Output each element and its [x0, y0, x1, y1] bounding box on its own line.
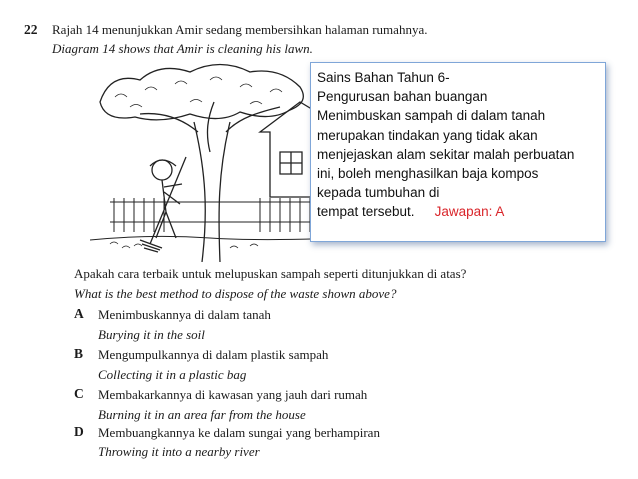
question-text-english: Diagram 14 shows that Amir is cleaning his lawn.: [52, 41, 313, 56]
option-c-malay: Membakarkannya di kawasan yang jauh dari rumah: [98, 387, 368, 402]
option-c-letter: C: [74, 386, 84, 401]
option-d-malay: Membuangkannya ke dalam sungai yang berhampiran: [98, 425, 380, 440]
callout-line: menjejaskan alam sekitar malah perbuatan: [317, 146, 575, 162]
callout-line: Sains Bahan Tahun 6-: [317, 70, 450, 85]
callout-line: ini, boleh menghasilkan baja kompos: [317, 166, 539, 182]
option-a-letter: A: [74, 306, 84, 321]
question-number: 22: [24, 22, 38, 37]
option-d-english: Throwing it into a nearby river: [98, 444, 260, 459]
option-b-english: Collecting it in a plastic bag: [98, 367, 247, 382]
option-a-english: Burying it in the soil: [98, 327, 205, 342]
callout-last-text: tempat tersebut.: [317, 204, 415, 220]
question-text-malay: Rajah 14 menunjukkan Amir sedang membersihkan halaman rumahnya.: [52, 22, 428, 37]
explanation-callout: [310, 62, 606, 242]
option-b-letter: B: [74, 346, 84, 361]
callout-line: merupakan tindakan yang tidak akan: [317, 127, 538, 143]
answer-label: Jawapan: A: [434, 204, 505, 220]
prompt-malay: Apakah cara terbaik untuk melupuskan sampah seperti ditunjukkan di atas?: [74, 266, 467, 281]
option-a-malay: Menimbuskannya di dalam tanah: [98, 307, 271, 322]
option-c-english: Burning it in an area far from the house: [98, 407, 306, 422]
callout-line: kepada tumbuhan di: [317, 185, 440, 201]
prompt-english: What is the best method to dispose of the waste shown above?: [74, 286, 397, 301]
option-b-malay: Mengumpulkannya di dalam plastik sampah: [98, 347, 329, 362]
callout-line: Pengurusan bahan buangan: [317, 89, 488, 105]
callout-line-last: [317, 202, 599, 221]
callout-line: Menimbuskan sampah di dalam tanah: [317, 108, 546, 124]
option-d-letter: D: [74, 424, 84, 439]
